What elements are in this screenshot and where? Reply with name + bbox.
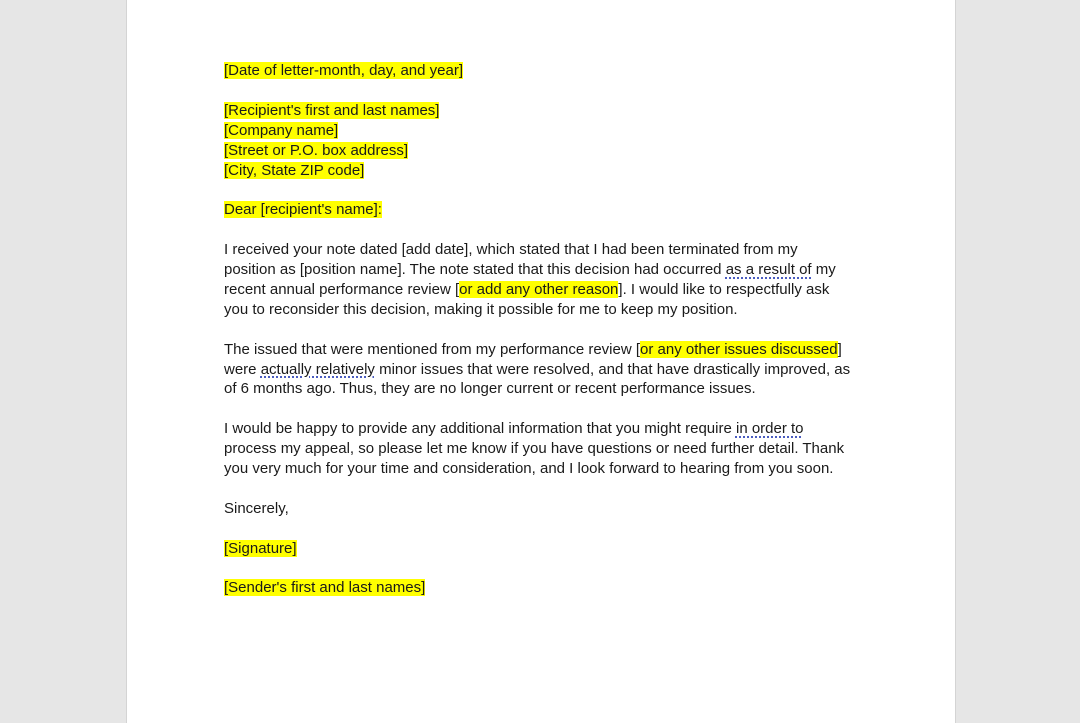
blank-line bbox=[224, 81, 864, 101]
date-placeholder: [Date of letter-month, day, and year] bbox=[224, 62, 464, 79]
text-run: ] bbox=[837, 340, 842, 358]
street-address-line bbox=[224, 141, 864, 161]
paragraph-2 bbox=[224, 340, 864, 400]
recipient-name-placeholder: [Recipient's first and last names] bbox=[224, 101, 440, 119]
paragraph-3-line-3: you very much for your time and consideration, and I look forward to hearing from you soon. bbox=[224, 460, 834, 478]
paragraph-1-line-3 bbox=[224, 280, 864, 300]
street-address-placeholder: [Street or P.O. box address] bbox=[224, 141, 408, 159]
blank-line bbox=[224, 559, 864, 579]
paragraph-3-line-1 bbox=[224, 419, 864, 439]
text-run: were bbox=[224, 360, 261, 378]
closing: Sincerely, bbox=[224, 499, 289, 517]
text-run: I would be happy to provide any additional information that you might require bbox=[224, 420, 736, 438]
blank-line bbox=[224, 180, 864, 200]
grammar-flag-actually-relatively[interactable]: actually relatively bbox=[260, 360, 375, 378]
text-run: ]. I would like to respectfully ask bbox=[618, 280, 830, 298]
city-state-zip-placeholder: [City, State ZIP code] bbox=[224, 161, 365, 179]
paragraph-1-line-4: you to reconsider this decision, making it possible for me to keep my position. bbox=[224, 300, 738, 318]
grammar-flag-as-a-result-of[interactable]: as a result of bbox=[725, 261, 812, 279]
signature-line bbox=[224, 539, 864, 559]
paragraph-1-line-2 bbox=[224, 260, 864, 280]
blank-line bbox=[224, 399, 864, 419]
paragraph-3 bbox=[224, 419, 864, 479]
sender-name-placeholder: [Sender's first and last names] bbox=[224, 579, 426, 597]
company-name-line bbox=[224, 121, 864, 141]
salutation: Dear [recipient's name]: bbox=[224, 201, 382, 219]
document-page[interactable] bbox=[126, 0, 956, 723]
paragraph-2-line-1 bbox=[224, 340, 864, 360]
text-run: position as [position name]. The note stated that this decision had occurred bbox=[224, 261, 726, 279]
sender-name-line bbox=[224, 578, 864, 598]
date-line bbox=[224, 61, 864, 81]
issues-placeholder: or any other issues discussed bbox=[640, 340, 838, 358]
blank-line bbox=[224, 519, 864, 539]
signature-placeholder: [Signature] bbox=[224, 539, 297, 557]
paragraph-1-line-1: I received your note dated [add date], which stated that I had been terminated from my bbox=[224, 241, 798, 259]
salutation-line bbox=[224, 200, 864, 220]
paragraph-2-line-2 bbox=[224, 360, 864, 380]
text-run: The issued that were mentioned from my performance review [ bbox=[224, 340, 641, 358]
recipient-name-line bbox=[224, 101, 864, 121]
letter-body[interactable] bbox=[224, 61, 864, 598]
grammar-flag-in-order-to[interactable]: in order to bbox=[735, 420, 804, 438]
blank-line bbox=[224, 320, 864, 340]
paragraph-2-line-3: of 6 months ago. Thus, they are no longer current or recent performance issues. bbox=[224, 380, 756, 398]
paragraph-3-line-2: process my appeal, so please let me know if you have questions or need further detail. Thank bbox=[224, 440, 845, 458]
blank-line bbox=[224, 479, 864, 499]
paragraph-1 bbox=[224, 240, 864, 320]
reason-placeholder: or add any other reason bbox=[459, 280, 619, 298]
text-run: recent annual performance review [ bbox=[224, 280, 460, 298]
text-run: my bbox=[811, 261, 836, 279]
blank-line bbox=[224, 220, 864, 240]
text-run: minor issues that were resolved, and that have drastically improved, as bbox=[374, 360, 851, 378]
company-name-placeholder: [Company name] bbox=[224, 121, 339, 139]
city-state-zip-line bbox=[224, 161, 864, 181]
